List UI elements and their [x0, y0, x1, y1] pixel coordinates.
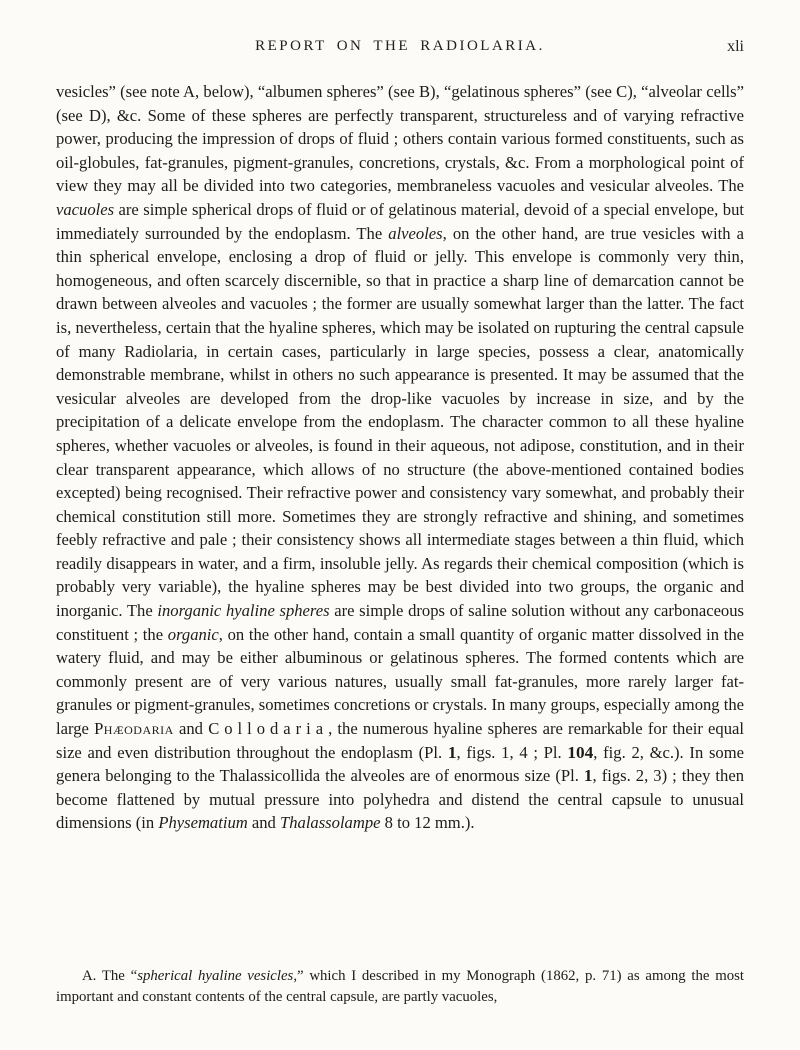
text-segment: are simple drops of saline solution without any carbonaceous constituent ; the [56, 601, 744, 644]
text-segment: 104 [567, 742, 594, 762]
text-segment: ,” which I described in my Monograph (1862, p. 71) as among the most important and constant contents of the central capsule, are partly vacuoles, [56, 968, 744, 1005]
page-number: xli [727, 38, 744, 55]
text-segment: , figs. 1, 4 ; Pl. [456, 742, 568, 762]
text-segment: vacuoles [56, 199, 115, 219]
footnote-paragraph [56, 966, 744, 1008]
text-segment: and [247, 813, 280, 833]
text-segment: vesicles” (see note A, below), “albumen spheres” (see B), “gelatinous spheres” (see C), “alveolar cells” (see D), &c. Some of these spheres are perfectly transparent, structureless and of varying refractive power, producing the impression of drops of fluid ; others contain various formed constituents, such as oil-globules, fat-granules, pigment-granules, concretions, crystals, &c. From a morphological point of view they may all be divided into two categories, membraneless vacuoles and vesicular alveoles. The [56, 82, 744, 196]
page-header [56, 38, 744, 62]
text-segment: inorganic hyaline spheres [157, 601, 330, 621]
body-paragraph [56, 80, 744, 835]
text-segment: , figs. 2, 3) ; they then become flattened by mutual pressure into polyhedra and distend the central capsule to unusual dimensions (in [56, 766, 744, 833]
text-segment: 8 to 12 mm.). [380, 813, 475, 833]
text-segment: , on the other hand, contain a small quantity of organic matter dissolved in the watery fluid, and may be either albuminous or gelatinous spheres. The formed contents which are commonly present are of very various natures, usually small fat-granules, more rarely larger fat-granules or pigment-granules, sometimes concretions or crystals. In many groups, especially among the large [56, 624, 745, 739]
running-title: REPORT ON THE RADIOLARIA. [255, 38, 545, 54]
text-segment: 1 [447, 742, 457, 762]
text-segment: , fig. 2, &c.). In some genera belonging to the Thalassicollida the alveoles are of enormous size (Pl. [56, 742, 744, 786]
text-segment: are simple spherical drops of fluid or of gelatinous material, devoid of a special envelope, but immediately surrounded by the endoplasm. The [56, 199, 744, 243]
text-segment: , the numerous hyaline spheres are remarkable for their equal size and even distribution throughout the endoplasm (Pl. [56, 719, 744, 762]
text-segment: 1 [583, 766, 593, 786]
text-segment: and [173, 719, 209, 739]
text-segment: Thalassolampe [280, 813, 381, 833]
text-segment: alveoles [388, 223, 443, 243]
text-segment: Physematium [158, 813, 248, 833]
text-segment: organic [167, 624, 219, 644]
text-segment: , on the other hand, are true vesicles with a thin spherical envelope, enclosing a drop of fluid or jelly. This envelope is commonly very thin, homogeneous, and often scarcely discernible, so that in practice a sharp line of demarcation cannot be drawn between alveoles and vacuoles ; the former are usually somewhat larger than the latter. The fact is, nevertheless, certain that the hyaline spheres, which may be isolated on rupturing the central capsule of many Radiolaria, in certain cases, particularly in large species, possess a clear, anatomically demonstrable membrane, whilst in others no such appearance is presented. It may be assumed that the vesicular alveoles are developed from the drop-like vacuoles by increase in size, and by the precipitation of a delicate envelope from the endoplasm. The character common to all these hyaline spheres, whether vacuoles or alveoles, is found in their aqueous, not adipose, constitution, and in their clear transparent appearance, which allows of no structure (the above-mentioned contained bodies excepted) being recognised. Their refractive power and consistency vary somewhat, and probably their chemical constitution still more. Sometimes they are strongly refractive and shining, and sometimes feebly refractive and pale ; their consistency shows all intermediate stages between a thin fluid, which readily disappears in water, and a firm, insoluble jelly. As regards their chemical composition (which is probably very variable), the hyaline spheres may be best divided into two groups, the organic and inorganic. The [56, 223, 744, 621]
text-segment: Phæodaria [94, 719, 174, 739]
text-segment: spherical hyaline vesicles [137, 968, 294, 984]
text-segment: Collodaria [208, 719, 329, 739]
text-segment: A. The “ [82, 968, 138, 984]
